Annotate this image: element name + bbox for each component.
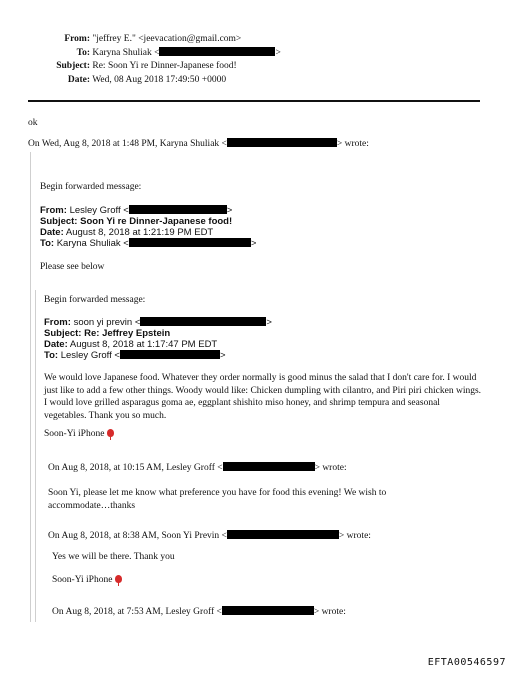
fwd2-from: [44, 317, 272, 328]
fwd2-date-value: August 8, 2018 at 1:17:47 PM EDT: [69, 339, 218, 350]
fwd2-to-label: To:: [44, 350, 59, 361]
redaction-block: [129, 205, 227, 214]
fwd1-subject: [40, 216, 232, 227]
header-from-value: "jeffrey E." <jeevacation@gmail.com>: [92, 34, 242, 44]
redaction-block: [159, 47, 275, 56]
quote-2-suffix: > wrote:: [314, 463, 347, 473]
balloon-icon: [107, 429, 114, 437]
header-to-suffix: >: [275, 48, 281, 58]
header-from-label: From:: [64, 34, 90, 44]
header-to: [30, 47, 281, 58]
quote-2-prefix: On Aug 8, 2018, at 10:15 AM, Lesley Groff <: [48, 463, 223, 473]
msg2-text: Soon Yi, please let me know what preference you have for food this evening! We wish to accommodate…thanks: [48, 488, 387, 511]
redaction-block: [129, 238, 251, 247]
msg3-signature-row: [52, 575, 122, 585]
quote-line-1: [28, 138, 369, 149]
fwd1-from: [40, 205, 232, 216]
fwd2-from-value: soon yi previn <: [73, 317, 141, 328]
fwd1-date-label: Date:: [40, 227, 64, 238]
fwd2-intro: Begin forwarded message:: [44, 295, 146, 305]
redaction-block: [223, 462, 315, 471]
header-subject: [30, 61, 237, 71]
redaction-block: [222, 606, 314, 615]
fwd1-subject-label: Subject:: [40, 216, 78, 227]
redaction-block: [227, 530, 339, 539]
quote-4-prefix: On Aug 8, 2018, at 7:53 AM, Lesley Groff <: [52, 607, 222, 617]
quote-line-3: [48, 530, 371, 541]
msg3-signature: Soon-Yi iPhone: [52, 575, 113, 585]
fwd1-to-value: Karyna Shuliak <: [56, 238, 129, 249]
header-date-value: Wed, 08 Aug 2018 17:49:50 +0000: [92, 75, 227, 85]
fwd2-date-label: Date:: [44, 339, 68, 350]
bates-number: EFTA00546597: [427, 657, 506, 668]
header-to-value: Karyna Shuliak <: [92, 48, 160, 58]
fwd2-from-suffix: >: [266, 317, 272, 328]
fwd1-to-suffix: >: [250, 238, 257, 249]
quote-3-suffix: > wrote:: [338, 531, 371, 541]
quote-1-suffix: > wrote:: [336, 139, 369, 149]
header-from: [30, 34, 241, 44]
header-subject-label: Subject:: [56, 61, 90, 71]
redaction-block: [227, 138, 337, 147]
fwd2-date: [44, 339, 217, 350]
redaction-block: [120, 350, 220, 359]
header-date: [30, 75, 226, 85]
fwd1-from-suffix: >: [226, 205, 233, 216]
quote-line-4: [52, 606, 346, 617]
header-divider: [28, 100, 480, 102]
quote-bar: [30, 152, 31, 622]
fwd1-intro: Begin forwarded message:: [40, 182, 142, 192]
fwd1-note: Please see below: [40, 262, 105, 272]
quote-1-prefix: On Wed, Aug 8, 2018 at 1:48 PM, Karyna Shuliak <: [28, 139, 227, 149]
fwd2-subject-value: Re: Jeffrey Epstein: [84, 328, 171, 339]
fwd2-from-label: From:: [44, 317, 71, 328]
fwd2-subject-label: Subject:: [44, 328, 82, 339]
redaction-block: [140, 317, 266, 326]
quote-4-suffix: > wrote:: [313, 607, 346, 617]
quote-3-prefix: On Aug 8, 2018, at 8:38 AM, Soon Yi Previn <: [48, 531, 227, 541]
msg3-text: Yes we will be there. Thank you: [52, 552, 175, 562]
fwd2-signature: Soon-Yi iPhone: [44, 429, 105, 439]
fwd2-signature-row: [44, 429, 114, 439]
fwd1-from-label: From:: [40, 205, 67, 216]
reply-text: ok: [28, 118, 38, 128]
fwd2-subject: [44, 328, 170, 339]
fwd1-to-label: To:: [40, 238, 55, 249]
fwd2-to-value: Lesley Groff <: [60, 350, 120, 361]
header-subject-value: Re: Soon Yi re Dinner-Japanese food!: [92, 61, 237, 71]
fwd2-to: [44, 350, 226, 361]
fwd1-subject-value: Soon Yi re Dinner-Japanese food!: [80, 216, 233, 227]
fwd1-date-value: August 8, 2018 at 1:21:19 PM EDT: [65, 227, 214, 238]
header-to-label: To:: [76, 48, 90, 58]
fwd2-to-suffix: >: [219, 350, 226, 361]
quote-line-2: [48, 462, 347, 473]
fwd1-from-value: Lesley Groff <: [69, 205, 129, 216]
quote-bar: [35, 290, 36, 622]
balloon-icon: [115, 575, 122, 583]
fwd1-to: [40, 238, 256, 249]
header-date-label: Date:: [67, 75, 90, 85]
fwd1-date: [40, 227, 213, 238]
fwd2-message: We would love Japanese food. Whatever they order normally is good minus the salad that I don't care for. I would just like to add a few other things. Woody would like: Chicken dumpling with cilantro, and Piri piri chicken wings. I would love grilled asparagus goma ae, eggplant shishito miso honey, and shrimp tempura and seasonal vegetables. Thank you so much.: [44, 373, 482, 421]
